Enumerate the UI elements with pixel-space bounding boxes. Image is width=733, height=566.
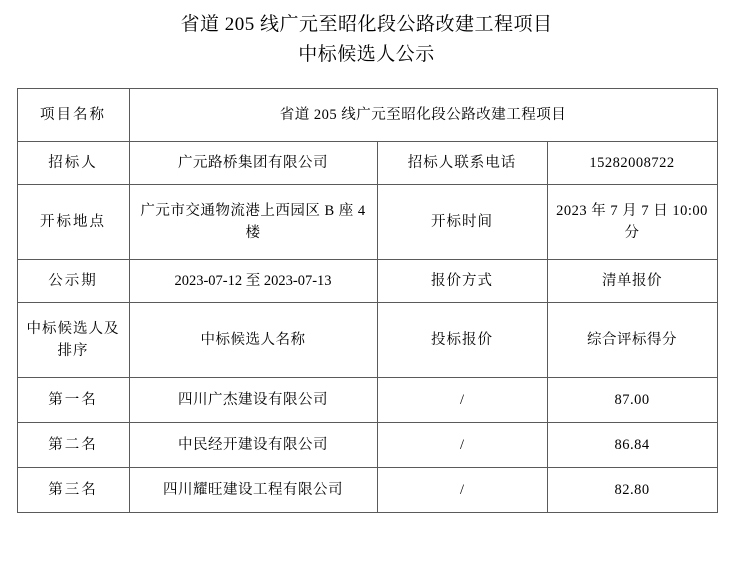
bid-price-header: 投标报价 bbox=[377, 303, 547, 378]
table-row bbox=[17, 260, 717, 303]
project-name-value: 省道 205 线广元至昭化段公路改建工程项目 bbox=[129, 89, 717, 142]
table-row bbox=[17, 423, 717, 468]
table-row bbox=[17, 303, 717, 378]
table-row bbox=[17, 378, 717, 423]
candidate-price: / bbox=[377, 468, 547, 513]
candidate-name: 四川耀旺建设工程有限公司 bbox=[129, 468, 377, 513]
candidate-rank: 第一名 bbox=[17, 378, 129, 423]
tenderer-label: 招标人 bbox=[17, 142, 129, 185]
table-row bbox=[17, 185, 717, 260]
title-line-2: 中标候选人公示 bbox=[298, 44, 435, 65]
table-row bbox=[17, 142, 717, 185]
title-line-1: 省道 205 线广元至昭化段公路改建工程项目 bbox=[180, 14, 553, 35]
document-title bbox=[0, 0, 733, 70]
tenderer-contact-value: 15282008722 bbox=[547, 142, 717, 185]
candidate-score: 87.00 bbox=[547, 378, 717, 423]
table-row bbox=[17, 89, 717, 142]
notice-period-label: 公示期 bbox=[17, 260, 129, 303]
bid-open-place-label: 开标地点 bbox=[17, 185, 129, 260]
notice-period-value: 2023-07-12 至 2023-07-13 bbox=[129, 260, 377, 303]
notice-table-wrapper bbox=[17, 88, 717, 513]
candidate-rank: 第二名 bbox=[17, 423, 129, 468]
bid-open-time-value: 2023 年 7 月 7 日 10:00 分 bbox=[547, 185, 717, 260]
candidate-price: / bbox=[377, 423, 547, 468]
quote-method-value: 清单报价 bbox=[547, 260, 717, 303]
notice-table bbox=[17, 88, 718, 513]
bid-open-place-value: 广元市交通物流港上西园区 B 座 4 楼 bbox=[129, 185, 377, 260]
candidate-section-label: 中标候选人及排序 bbox=[17, 303, 129, 378]
tenderer-value: 广元路桥集团有限公司 bbox=[129, 142, 377, 185]
candidate-score: 86.84 bbox=[547, 423, 717, 468]
table-row bbox=[17, 468, 717, 513]
candidate-name: 四川广杰建设有限公司 bbox=[129, 378, 377, 423]
candidate-rank: 第三名 bbox=[17, 468, 129, 513]
candidate-price: / bbox=[377, 378, 547, 423]
project-name-label: 项目名称 bbox=[17, 89, 129, 142]
score-header: 综合评标得分 bbox=[547, 303, 717, 378]
bid-open-time-label: 开标时间 bbox=[377, 185, 547, 260]
tenderer-contact-label: 招标人联系电话 bbox=[377, 142, 547, 185]
candidate-name-header: 中标候选人名称 bbox=[129, 303, 377, 378]
candidate-name: 中民经开建设有限公司 bbox=[129, 423, 377, 468]
candidate-score: 82.80 bbox=[547, 468, 717, 513]
quote-method-label: 报价方式 bbox=[377, 260, 547, 303]
